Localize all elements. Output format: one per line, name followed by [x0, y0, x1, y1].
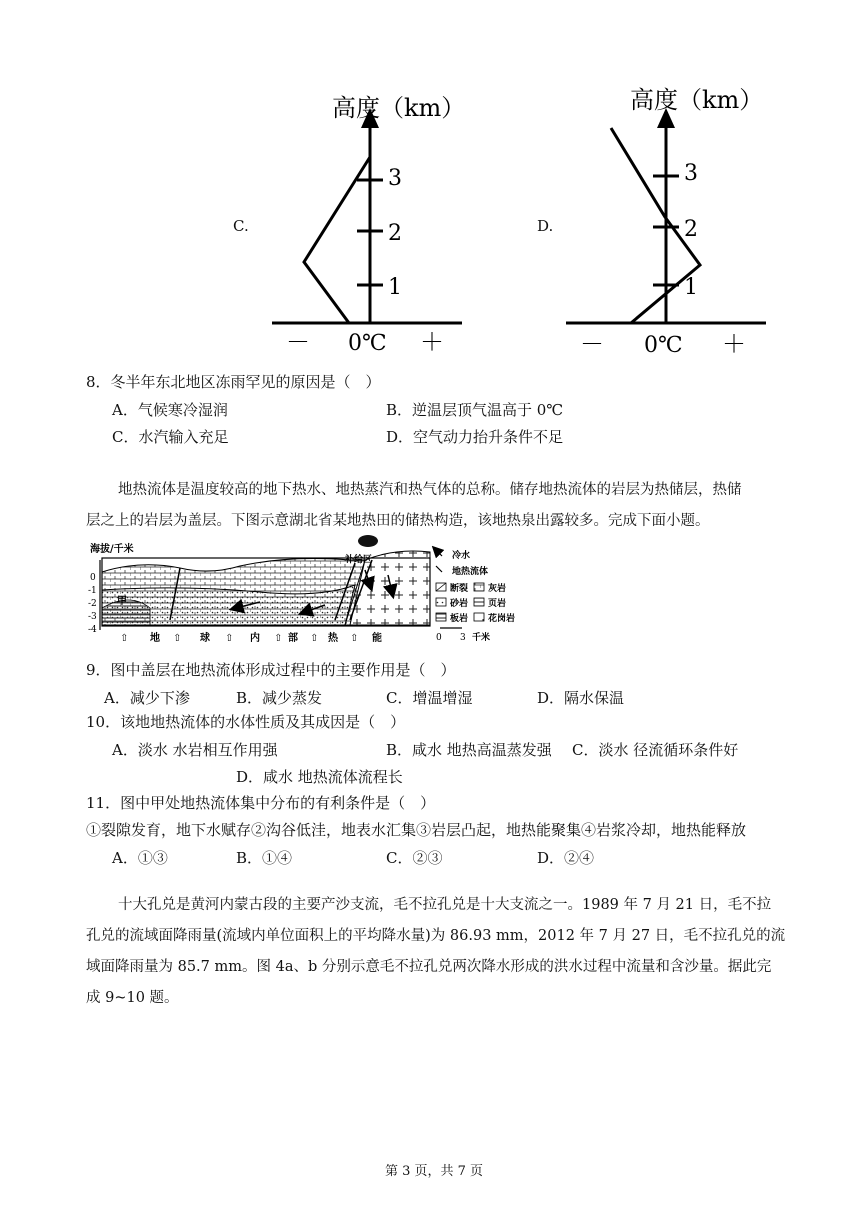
- x-zero-label: 0℃: [348, 331, 387, 356]
- geo-y-title: 海拔/千米: [90, 544, 134, 555]
- heat-char-1: 地: [150, 633, 160, 644]
- scale-zero: 0: [436, 633, 442, 643]
- option-c-label: C.: [233, 217, 249, 235]
- geo-tick-1: -1: [88, 586, 97, 596]
- recharge-label: 补给区: [345, 555, 373, 565]
- q10-option-d[interactable]: D．咸水 地热流体流程长: [236, 768, 403, 786]
- q8-option-b[interactable]: B．逆温层顶气温高于 0℃: [386, 401, 564, 419]
- geothermal-intro-line1: 地热流体是温度较高的地下热水、地热蒸汽和热气体的总称。储存地热流体的岩层为热储层，热储: [118, 482, 742, 498]
- legend-sandstone: 砂岩: [450, 599, 469, 609]
- page-footer: 第 3 页，共 7 页: [384, 1164, 484, 1179]
- river-intro-line2: 孔兑的流域面降雨量(流域内单位面积上的平均降水量)为 86.93 mm，2012 年 7 月 27 日，毛不拉孔兑的流: [86, 928, 786, 944]
- heat-char-5: 热: [328, 633, 338, 644]
- tick-label-1: 1: [684, 275, 698, 300]
- jia-label: 甲: [117, 596, 127, 607]
- tick-label-3: 3: [388, 166, 402, 191]
- tick-label-2: 2: [684, 217, 698, 242]
- x-plus-label: ＋: [420, 328, 444, 356]
- heat-arrow-5: ⇧: [310, 633, 319, 644]
- heat-char-4: 部: [288, 633, 298, 644]
- geothermal-intro-line2: 层之上的岩层为盖层。下图示意湖北省某地热田的储热构造，该地热泉出露较多。完成下面小题。: [86, 513, 710, 529]
- legend-fault: 断裂: [450, 584, 469, 594]
- tick-label-2: 2: [388, 221, 402, 246]
- x-minus-label: －: [580, 330, 604, 358]
- q8-option-a[interactable]: A．气候寒冷湿润: [112, 401, 228, 419]
- q10-option-b[interactable]: B．咸水 地热高温蒸发强: [386, 741, 552, 759]
- river-intro-line3: 域面降雨量为 85.7 mm。图 4a、b 分别示意毛不拉孔兑两次降水形成的洪水过程中流量和含沙量。据此完: [86, 959, 772, 975]
- heat-arrow-2: ⇧: [173, 633, 182, 644]
- q11-option-c[interactable]: C．②③: [386, 849, 443, 867]
- q10-option-a[interactable]: A．淡水 水岩相互作用强: [112, 741, 278, 759]
- river-intro-line4: 成 9~10 题。: [86, 990, 179, 1006]
- legend-cold-water: 冷水: [452, 551, 471, 561]
- legend-limestone: 灰岩: [488, 584, 507, 594]
- legend-geo-fluid: 地热流体: [452, 567, 489, 577]
- heat-arrow-4: ⇧: [274, 633, 283, 644]
- heat-char-3: 内: [250, 633, 260, 644]
- q10-stem: 10．该地地热流体的水体性质及其成因是（ ）: [86, 713, 406, 731]
- q11-stem: 11．图中甲处地热流体集中分布的有利条件是（ ）: [86, 794, 436, 812]
- legend-slate: 板岩: [450, 614, 469, 624]
- river-intro: [86, 890, 786, 1014]
- tick-label-3: 3: [684, 161, 698, 186]
- legend-granite: 花岗岩: [488, 614, 516, 624]
- q11-option-b[interactable]: B．①④: [236, 849, 293, 867]
- x-zero-label: 0℃: [644, 333, 683, 358]
- q9-option-b[interactable]: B．减少蒸发: [236, 689, 323, 707]
- q9-option-a[interactable]: A．减少下渗: [104, 689, 190, 707]
- geo-tick-0: 0: [90, 573, 96, 583]
- river-intro-line1: 十大孔兑是黄河内蒙古段的主要产沙支流，毛不拉孔兑是十大支流之一。1989 年 7 月 21 日，毛不拉: [118, 897, 772, 913]
- geo-tick-2: -2: [88, 599, 97, 609]
- q8-stem: 8．冬半年东北地区冻雨罕见的原因是（ ）: [86, 373, 381, 391]
- legend-shale: 页岩: [488, 599, 507, 609]
- y-axis-title: 高度（km）: [332, 94, 466, 122]
- rain-cloud-icon: [358, 535, 378, 547]
- scale-unit: 千米: [472, 633, 491, 643]
- heat-char-2: 球: [200, 633, 210, 644]
- tick-label-1: 1: [388, 275, 402, 300]
- heat-arrow-6: ⇧: [350, 633, 359, 644]
- heat-char-6: 能: [372, 633, 382, 644]
- geo-tick-3: -3: [88, 612, 97, 622]
- heat-arrow-1: ⇧: [120, 633, 129, 644]
- scale-three: 3: [460, 633, 466, 643]
- q11-conditions: ①裂隙发育，地下水赋存②沟谷低洼，地表水汇集③岩层凸起，地热能聚集④岩浆冷却，地热能释放: [86, 821, 747, 839]
- q9-option-d[interactable]: D．隔水保温: [537, 689, 625, 707]
- q8-option-c[interactable]: C．水汽输入充足: [112, 428, 229, 446]
- q10-option-c[interactable]: C．淡水 径流循环条件好: [572, 741, 739, 759]
- x-plus-label: ＋: [722, 330, 746, 358]
- geo-tick-4: -4: [88, 625, 97, 635]
- q9-stem: 9．图中盖层在地热流体形成过程中的主要作用是（ ）: [86, 661, 456, 679]
- q11-option-d[interactable]: D．②④: [537, 849, 595, 867]
- option-d-label: D.: [537, 217, 554, 235]
- q8-option-d[interactable]: D．空气动力抬升条件不足: [386, 428, 564, 446]
- heat-arrow-3: ⇧: [225, 633, 234, 644]
- y-axis-title: 高度（km）: [630, 86, 764, 114]
- q9-option-c[interactable]: C．增温增湿: [386, 689, 473, 707]
- q11-option-a[interactable]: A．①③: [112, 849, 168, 867]
- x-minus-label: －: [286, 328, 310, 356]
